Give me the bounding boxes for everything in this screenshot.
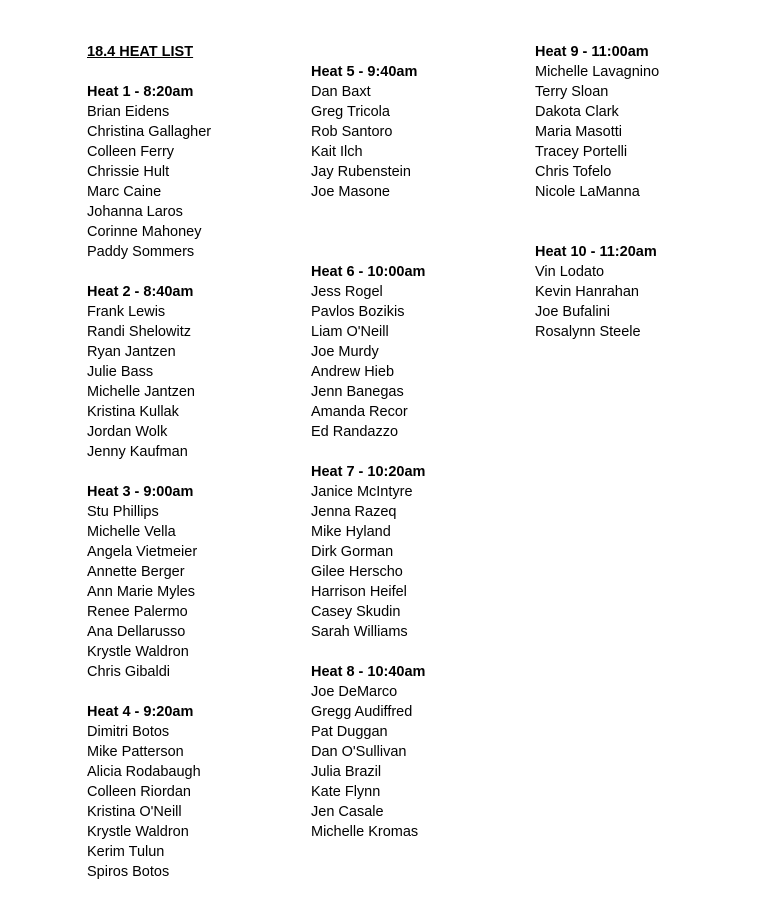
athlete-name: Joe DeMarco [311, 684, 398, 700]
heat-title: Heat 4 - 9:20am [87, 704, 194, 720]
athlete-name: Ana Dellarusso [87, 624, 186, 640]
page-title: 18.4 HEAT LIST [87, 44, 194, 60]
athlete-name: Stu Phillips [87, 504, 159, 520]
athlete-name: Joe Masone [311, 184, 390, 200]
athlete-name: Annette Berger [87, 564, 185, 580]
athlete-name: Jay Rubenstein [311, 164, 411, 180]
athlete-name: Marc Caine [87, 184, 162, 200]
athlete-name: Kerim Tulun [87, 844, 165, 860]
athlete-name: Colleen Riordan [87, 784, 191, 800]
athlete-name: Pavlos Bozikis [311, 304, 405, 320]
athlete-name: Colleen Ferry [87, 144, 175, 160]
athlete-name: Dirk Gorman [311, 544, 394, 560]
athlete-name: Johanna Laros [87, 204, 183, 220]
athlete-name: Mike Patterson [87, 744, 184, 760]
heat-6-block [311, 262, 425, 442]
athlete-name: Jenn Banegas [311, 384, 404, 400]
athlete-name: Ann Marie Myles [87, 584, 195, 600]
heat-2-block [87, 282, 195, 462]
athlete-name: Casey Skudin [311, 604, 401, 620]
heat-title: Heat 3 - 9:00am [87, 484, 194, 500]
athlete-name: Jenna Razeq [311, 504, 397, 520]
athlete-name: Dan Baxt [311, 84, 371, 100]
heat-title: Heat 1 - 8:20am [87, 84, 194, 100]
heat-4-block [87, 702, 201, 882]
athlete-name: Jess Rogel [311, 284, 383, 300]
heat-3-block [87, 482, 197, 682]
athlete-name: Kristina O'Neill [87, 804, 182, 820]
athlete-name: Rob Santoro [311, 124, 393, 140]
athlete-name: Dan O'Sullivan [311, 744, 407, 760]
heat-title: Heat 6 - 10:00am [311, 264, 426, 280]
athlete-name: Michelle Kromas [311, 824, 419, 840]
athlete-name: Amanda Recor [311, 404, 408, 420]
athlete-name: Janice McIntyre [311, 484, 413, 500]
athlete-name: Andrew Hieb [311, 364, 395, 380]
athlete-name: Ed Randazzo [311, 424, 399, 440]
athlete-name: Pat Duggan [311, 724, 388, 740]
athlete-name: Corinne Mahoney [87, 224, 202, 240]
athlete-name: Paddy Sommers [87, 244, 195, 260]
heat-title: Heat 9 - 11:00am [535, 44, 649, 60]
heat-7-block [311, 462, 425, 642]
athlete-name: Ryan Jantzen [87, 344, 176, 360]
athlete-name: Harrison Heifel [311, 584, 407, 600]
athlete-name: Frank Lewis [87, 304, 166, 320]
athlete-name: Christina Gallagher [87, 124, 212, 140]
athlete-name: Julia Brazil [311, 764, 382, 780]
athlete-name: Kristina Kullak [87, 404, 179, 420]
athlete-name: Chris Tofelo [535, 164, 612, 180]
athlete-name: Greg Tricola [311, 104, 390, 120]
athlete-name: Chrissie Hult [87, 164, 170, 180]
heat-5-block [311, 62, 417, 202]
athlete-name: Jenny Kaufman [87, 444, 188, 460]
heat-8-block [311, 662, 425, 842]
athlete-name: Terry Sloan [535, 84, 609, 100]
heat-title: Heat 2 - 8:40am [87, 284, 194, 300]
heat-title: Heat 8 - 10:40am [311, 664, 426, 680]
athlete-name: Tracey Portelli [535, 144, 628, 160]
heat-title: Heat 10 - 11:20am [535, 244, 657, 260]
heat-10-block [535, 242, 657, 342]
heat-1-block [87, 82, 211, 262]
athlete-name: Krystle Waldron [87, 644, 189, 660]
athlete-name: Kevin Hanrahan [535, 284, 639, 300]
athlete-name: Michelle Jantzen [87, 384, 195, 400]
athlete-name: Joe Bufalini [535, 304, 610, 320]
athlete-name: Joe Murdy [311, 344, 379, 360]
athlete-name: Jordan Wolk [87, 424, 168, 440]
athlete-name: Mike Hyland [311, 524, 391, 540]
athlete-name: Michelle Vella [87, 524, 176, 540]
athlete-name: Chris Gibaldi [87, 664, 170, 680]
athlete-name: Spiros Botos [87, 864, 170, 880]
athlete-name: Kate Flynn [311, 784, 381, 800]
athlete-name: Angela Vietmeier [87, 544, 198, 560]
athlete-name: Nicole LaManna [535, 184, 640, 200]
athlete-name: Gilee Herscho [311, 564, 403, 580]
athlete-name: Jen Casale [311, 804, 384, 820]
athlete-name: Alicia Rodabaugh [87, 764, 201, 780]
athlete-name: Krystle Waldron [87, 824, 189, 840]
athlete-name: Dimitri Botos [87, 724, 170, 740]
heat-9-block [535, 42, 659, 202]
athlete-name: Maria Masotti [535, 124, 623, 140]
athlete-name: Randi Shelowitz [87, 324, 191, 340]
athlete-name: Michelle Lavagnino [535, 64, 660, 80]
athlete-name: Gregg Audiffred [311, 704, 413, 720]
athlete-name: Renee Palermo [87, 604, 188, 620]
athlete-name: Julie Bass [87, 364, 154, 380]
heat-title: Heat 5 - 9:40am [311, 64, 418, 80]
heat-title: Heat 7 - 10:20am [311, 464, 426, 480]
athlete-name: Sarah Williams [311, 624, 408, 640]
athlete-name: Liam O'Neill [311, 324, 389, 340]
athlete-name: Brian Eidens [87, 104, 170, 120]
athlete-name: Dakota Clark [535, 104, 619, 120]
athlete-name: Vin Lodato [535, 264, 605, 280]
athlete-name: Kait Ilch [311, 144, 363, 160]
athlete-name: Rosalynn Steele [535, 324, 641, 340]
